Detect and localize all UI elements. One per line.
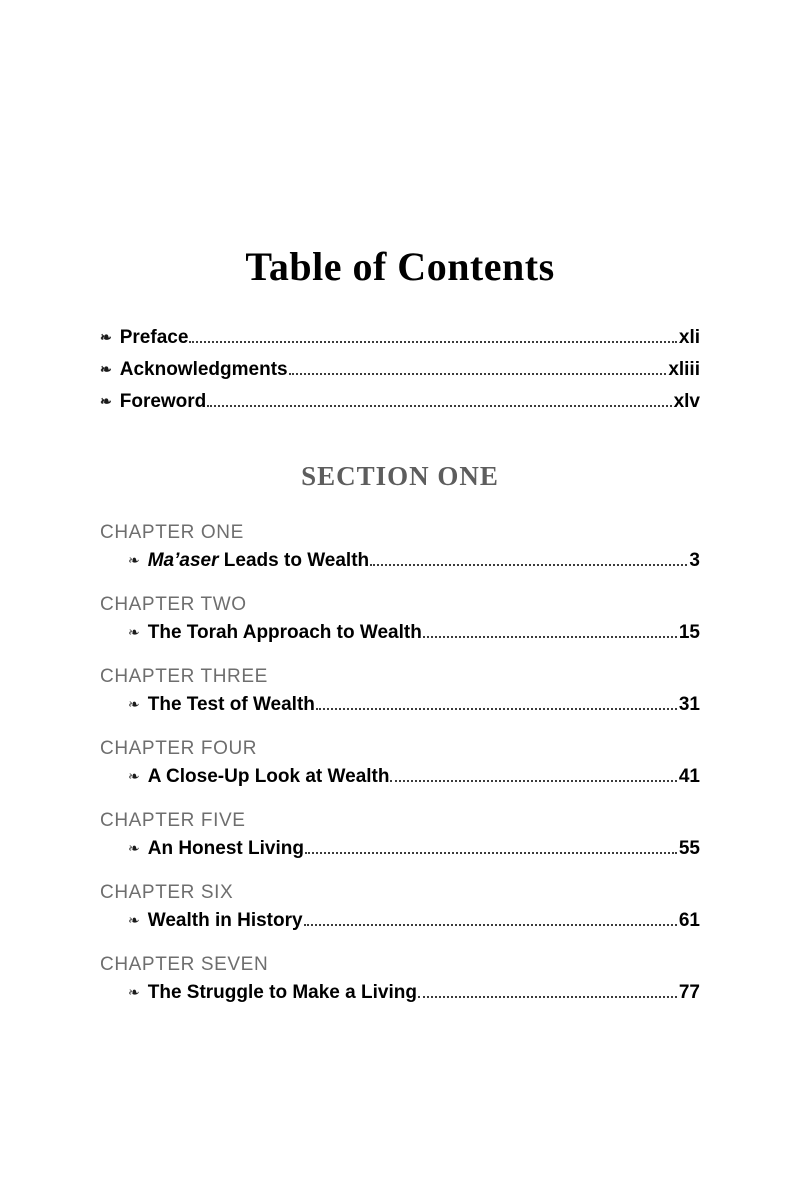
front-matter-list (100, 327, 700, 413)
chapter-entry[interactable] (100, 910, 700, 932)
chapter-kicker: CHAPTER FIVE (100, 810, 246, 831)
chapter-entry[interactable] (100, 622, 700, 644)
entry-label: The Test of Wealth (147, 694, 315, 715)
chapter-kicker: CHAPTER TWO (100, 594, 247, 615)
leaf-icon: ❧ (128, 984, 140, 1000)
page-number: 77 (678, 982, 700, 1003)
list-item[interactable] (100, 738, 700, 788)
dot-leader (316, 708, 677, 710)
entry-label: Acknowledgments (119, 359, 288, 380)
chapter-title: Leads to Wealth (218, 550, 370, 571)
dot-leader (418, 996, 677, 998)
chapter-kicker: CHAPTER SIX (100, 882, 234, 903)
page-number: 55 (678, 838, 700, 859)
list-item[interactable] (100, 810, 700, 860)
chapter-entry[interactable] (100, 982, 700, 1004)
chapter-list (100, 522, 700, 1004)
leaf-icon: ❧ (128, 696, 140, 712)
entry-label: A Close-Up Look at Wealth (147, 766, 390, 787)
entry-label (148, 550, 369, 572)
list-item[interactable] (100, 391, 700, 413)
entry-label: An Honest Living (147, 838, 304, 859)
entry-label: Foreword (119, 391, 207, 412)
chapter-title-italic: Ma’aser (147, 550, 219, 571)
leaf-icon: ❧ (100, 361, 112, 377)
leaf-icon: ❧ (100, 329, 112, 345)
dot-leader (370, 564, 687, 566)
chapter-entry[interactable] (100, 838, 700, 860)
page-number: xliii (668, 359, 700, 380)
entry-label: The Torah Approach to Wealth (147, 622, 422, 643)
dot-leader (207, 405, 671, 407)
entry-label: Wealth in History (147, 910, 303, 931)
entry-label: The Struggle to Make a Living (147, 982, 417, 1003)
page-number: 31 (678, 694, 700, 715)
page-number: 41 (678, 766, 700, 787)
list-item[interactable] (100, 882, 700, 932)
dot-leader (304, 924, 677, 926)
chapter-kicker: CHAPTER FOUR (100, 738, 258, 759)
chapter-entry[interactable] (100, 694, 700, 716)
chapter-kicker: CHAPTER SEVEN (100, 954, 269, 975)
leaf-icon: ❧ (128, 912, 140, 928)
page-title: Table of Contents (245, 244, 555, 289)
leaf-icon: ❧ (128, 840, 140, 856)
list-item[interactable] (100, 666, 700, 716)
list-item[interactable] (100, 327, 700, 349)
chapter-entry[interactable] (100, 550, 700, 572)
dot-leader (423, 636, 677, 638)
dot-leader (189, 341, 676, 343)
dot-leader (390, 780, 676, 782)
list-item[interactable] (100, 954, 700, 1004)
page-number: xli (678, 327, 700, 348)
list-item[interactable] (100, 522, 700, 572)
chapter-entry[interactable] (100, 766, 700, 788)
leaf-icon: ❧ (128, 624, 140, 640)
list-item[interactable] (100, 359, 700, 381)
leaf-icon: ❧ (128, 552, 140, 568)
dot-leader (305, 852, 677, 854)
list-item[interactable] (100, 594, 700, 644)
section-heading: SECTION ONE (301, 461, 499, 491)
page-number: 3 (689, 550, 700, 571)
entry-label: Preface (119, 327, 189, 348)
page-number: 15 (678, 622, 700, 643)
leaf-icon: ❧ (128, 768, 140, 784)
chapter-kicker: CHAPTER ONE (100, 522, 244, 543)
leaf-icon: ❧ (100, 393, 112, 409)
dot-leader (289, 373, 667, 375)
chapter-kicker: CHAPTER THREE (100, 666, 268, 687)
page-number: 61 (678, 910, 700, 931)
page-number: xlv (673, 391, 700, 412)
